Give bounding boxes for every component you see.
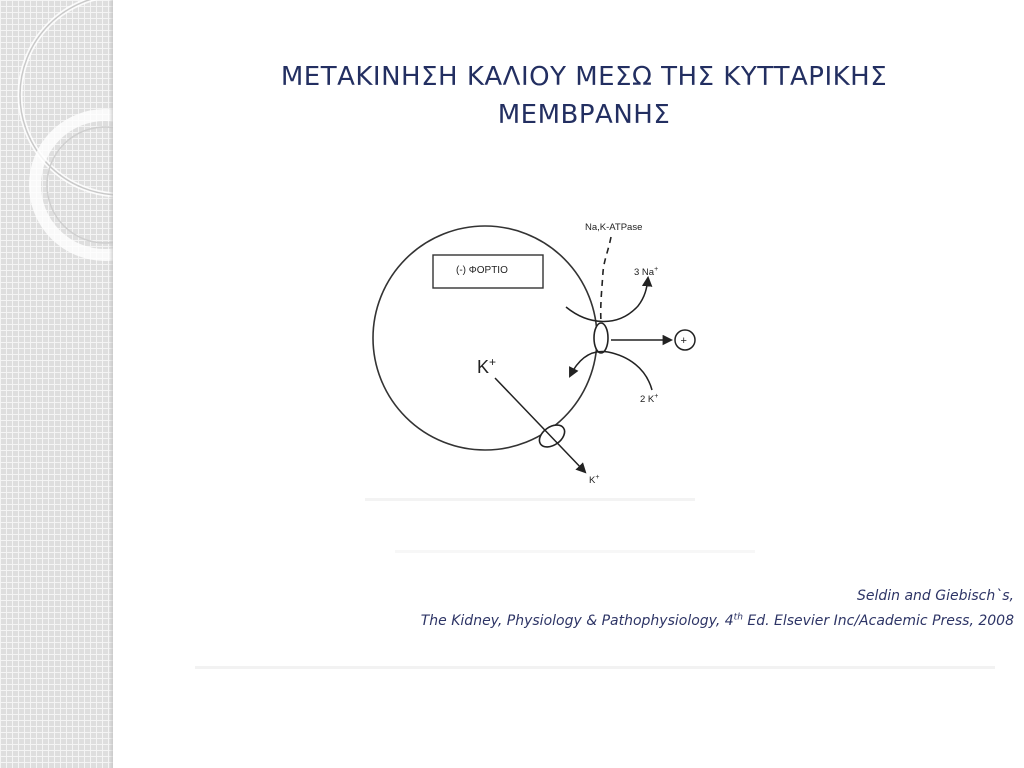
na-k-atpase-label: Na,K-ATPase: [585, 222, 643, 233]
scan-artifact: [395, 550, 755, 553]
negative-charge-label: (-) ΦΟΡΤΙΟ: [456, 265, 508, 276]
slide-title-line-1: ΜΕΤΑΚΙΝΗΣΗ ΚΑΛΙΟΥ ΜΕΣΩ ΤΗΣ ΚΥΤΤΑΡΙΚΗΣ: [280, 62, 888, 92]
slide-title-line-2: ΜΕΜΒΡΑΝΗΣ: [497, 100, 671, 130]
sodium-label: 3 Na+: [634, 266, 659, 278]
scan-artifact: [195, 666, 995, 669]
citation-line-2: The Kidney, Physiology & Pathophysiology, 4th Ed. Elsevier Inc/Academic Press, 2008: [420, 612, 1014, 629]
slide-title: [150, 58, 1018, 134]
potassium-out-label: K+: [589, 474, 600, 486]
sodium-efflux-arrow: [566, 278, 648, 322]
potassium-inside-label: K+: [477, 355, 497, 377]
na-k-atpase-pump: [594, 323, 608, 353]
pump-connector-dashed: [601, 237, 611, 322]
scan-artifact: [365, 498, 695, 501]
potassium-influx-label: 2 K+: [640, 393, 659, 405]
citation-line-1: Seldin and Giebisch`s,: [856, 588, 1014, 604]
potassium-efflux-arrow: [495, 378, 585, 472]
potassium-transport-diagram: [360, 210, 710, 500]
source-citation: [314, 584, 1014, 634]
decorative-side-panel: [0, 0, 113, 768]
decorative-rings: [0, 0, 113, 768]
potassium-influx-arrow: [570, 352, 652, 390]
positive-charge-symbol: +: [680, 335, 687, 347]
